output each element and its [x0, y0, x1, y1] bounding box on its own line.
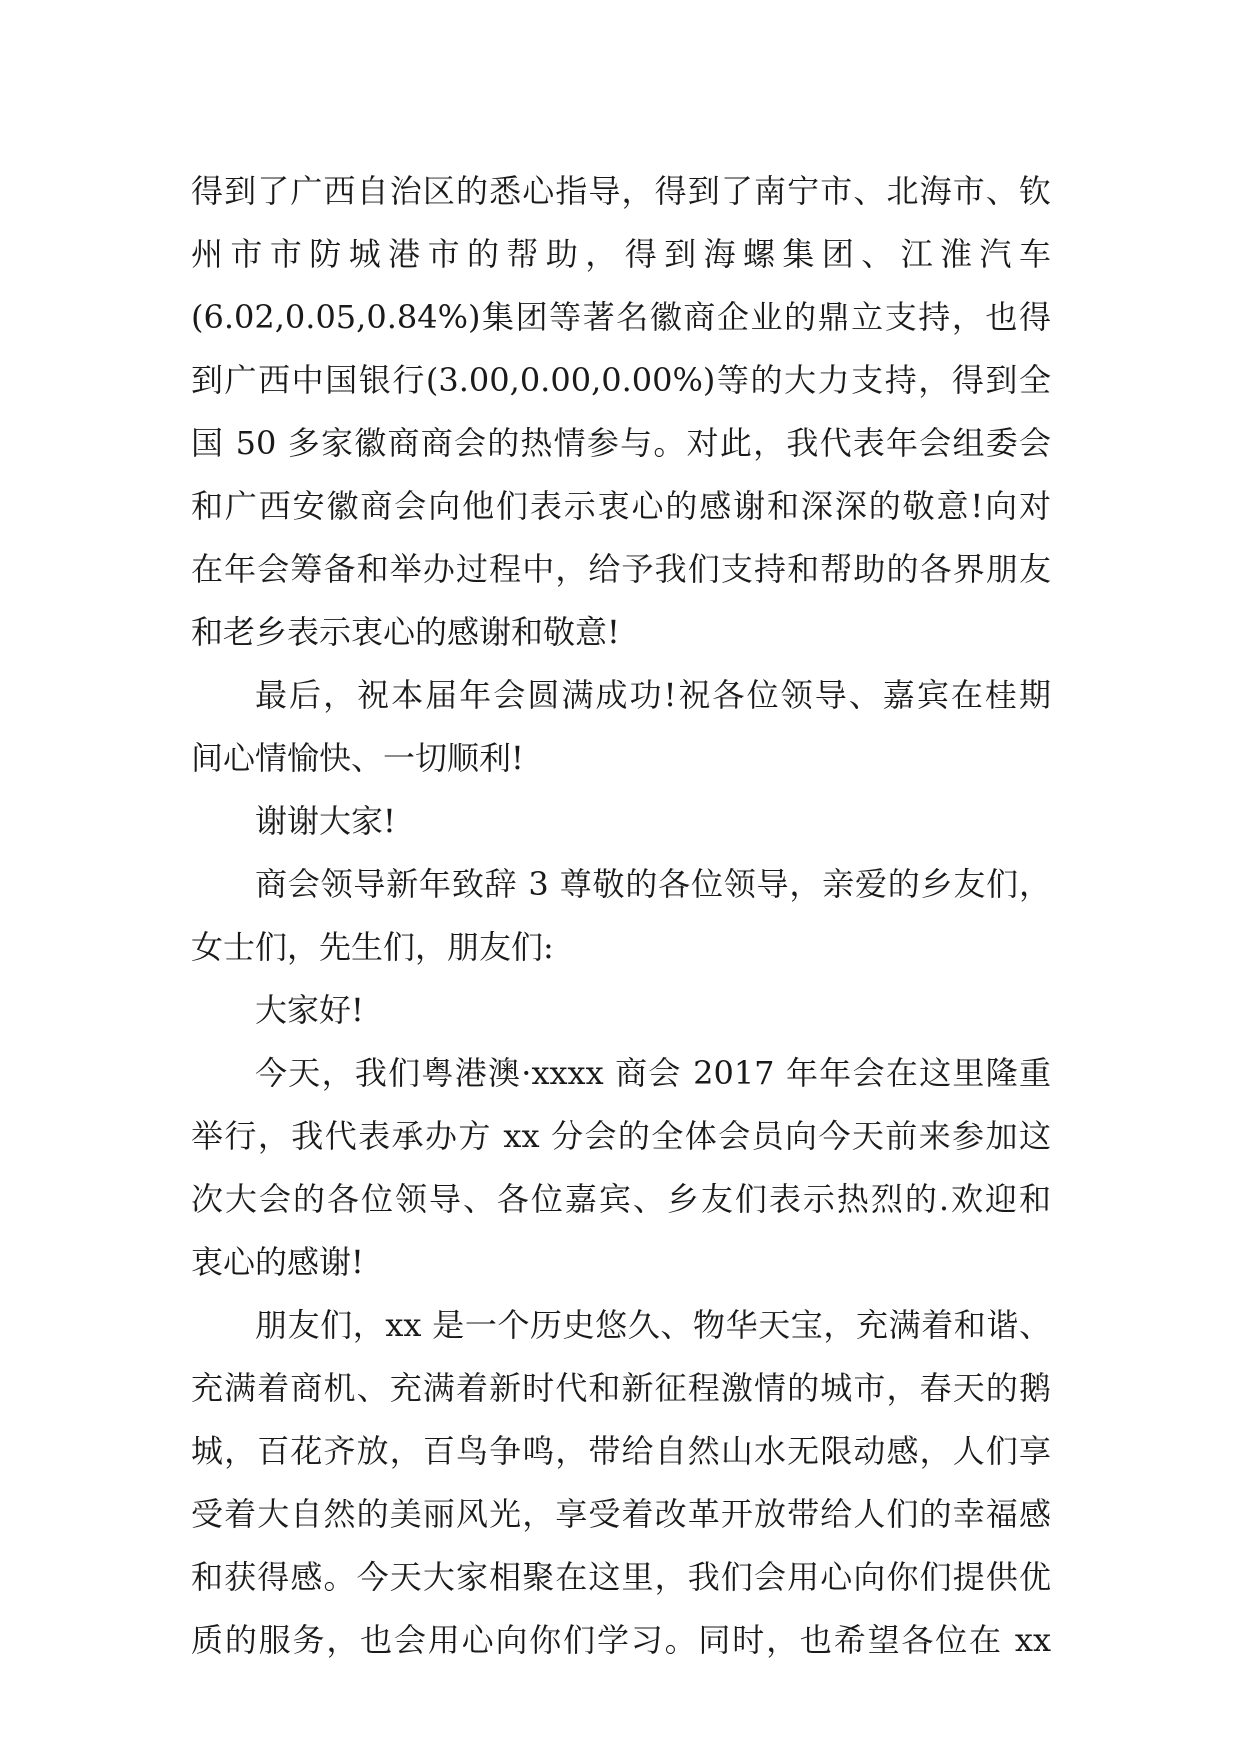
text-line: 城，百花齐放，百鸟争鸣，带给自然山水无限动感，人们享: [191, 1432, 1051, 1470]
text-line: 举行，我代表承办方 xx 分会的全体会员向今天前来参加这: [191, 1117, 1051, 1155]
text-line: 女士们，先生们，朋友们:: [191, 928, 554, 966]
text-line: 在年会筹备和举办过程中，给予我们支持和帮助的各界朋友: [191, 550, 1051, 588]
text-line: 衷心的感谢!: [191, 1243, 364, 1281]
text-line: 次大会的各位领导、各位嘉宾、乡友们表示热烈的.欢迎和: [191, 1180, 1051, 1218]
text-line: 谢谢大家!: [255, 802, 396, 840]
text-line: 大家好!: [255, 991, 364, 1029]
text-line: (6.02,0.05,0.84%)集团等著名徽商企业的鼎立支持，也得: [191, 298, 1051, 336]
text-line: 和广西安徽商会向他们表示衷心的感谢和深深的敬意!向对: [191, 487, 1051, 525]
text-line: 州市市防城港市的帮助，得到海螺集团、江淮汽车: [191, 235, 1051, 273]
text-line: 得到了广西自治区的悉心指导，得到了南宁市、北海市、钦: [191, 172, 1051, 210]
text-line: 最后，祝本届年会圆满成功!祝各位领导、嘉宾在桂期: [255, 676, 1051, 714]
text-line: 商会领导新年致辞 3 尊敬的各位领导，亲爱的乡友们，: [255, 865, 1051, 903]
text-line: 和获得感。今天大家相聚在这里，我们会用心向你们提供优: [191, 1558, 1051, 1596]
text-line: 今天，我们粤港澳·xxxx 商会 2017 年年会在这里隆重: [255, 1054, 1051, 1092]
text-line: 间心情愉快、一切顺利!: [191, 739, 524, 777]
text-line: 充满着商机、充满着新时代和新征程激情的城市，春天的鹅: [191, 1369, 1051, 1407]
body-text: [191, 160, 1051, 1672]
text-line: 朋友们，xx 是一个历史悠久、物华天宝，充满着和谐、: [255, 1306, 1051, 1344]
text-line: 国 50 多家徽商商会的热情参与。对此，我代表年会组委会: [191, 424, 1051, 462]
text-line: 到广西中国银行(3.00,0.00,0.00%)等的大力支持，得到全: [191, 361, 1051, 399]
text-line: 受着大自然的美丽风光，享受着改革开放带给人们的幸福感: [191, 1495, 1051, 1533]
text-line: 和老乡表示衷心的感谢和敬意!: [191, 613, 620, 651]
text-line: 质的服务，也会用心向你们学习。同时，也希望各位在 xx: [191, 1621, 1051, 1659]
